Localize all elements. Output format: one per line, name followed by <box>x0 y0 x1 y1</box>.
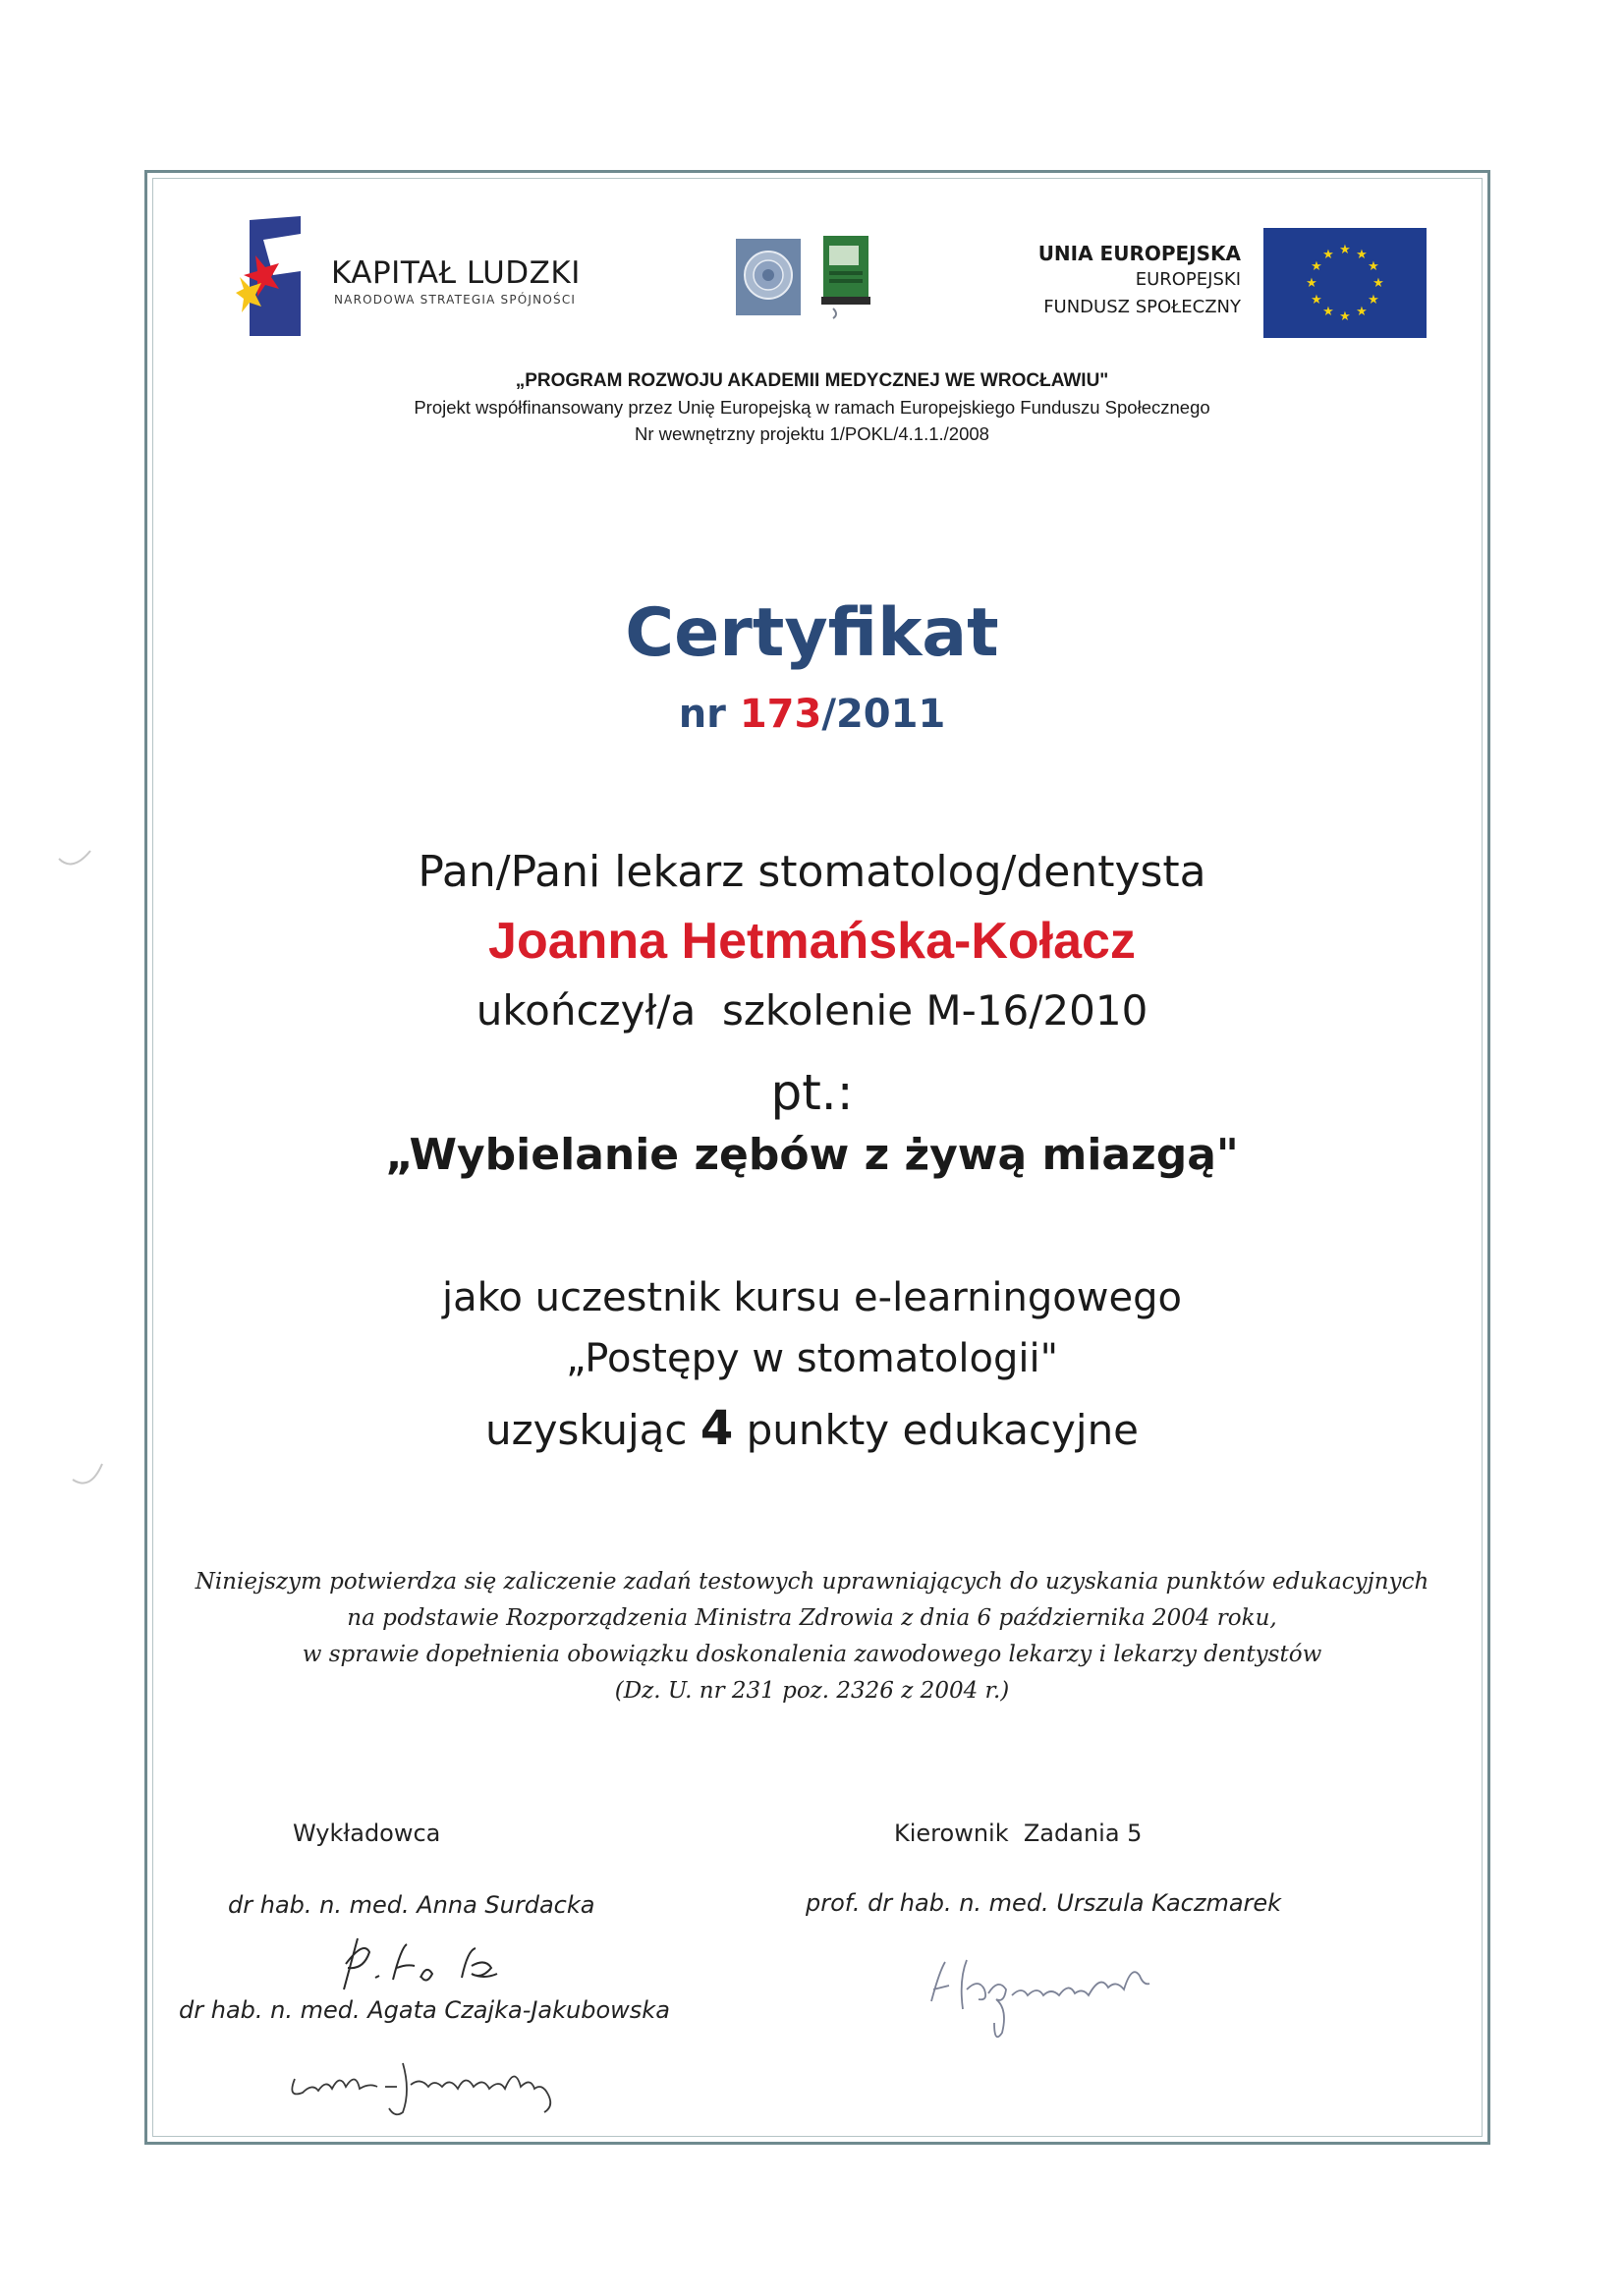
certificate-number <box>0 692 1624 737</box>
signature-kaczmarek <box>924 1950 1159 2039</box>
anniversary-book-logo <box>819 236 874 319</box>
eu-line-2: EUROPEJSKI <box>1135 269 1241 290</box>
task-manager-label: Kierownik Zadania 5 <box>894 1820 1143 1847</box>
certificate-title: Certyfikat <box>625 594 999 672</box>
program-title: „PROGRAM ROZWOJU AKADEMII MEDYCZNEJ WE WROCŁAWIU" <box>515 370 1109 391</box>
task-manager-name: prof. dr hab. n. med. Urszula Kaczmarek <box>806 1889 1282 1917</box>
scan-mark-top <box>55 845 94 874</box>
svg-text:★: ★ <box>1368 259 1379 274</box>
legal-line-4: (Dz. U. nr 231 poz. 2326 z 2004 r.) <box>614 1678 1010 1704</box>
points-prefix: uzyskując <box>484 1406 700 1454</box>
legal-line-2: na podstawie Rozporządzenia Ministra Zdrowia z dnia 6 października 2004 roku, <box>347 1605 1277 1631</box>
training-title: „Wybielanie zębów z żywą miazgą" <box>385 1130 1239 1180</box>
participant-text: jako uczestnik kursu e-learningowego <box>442 1275 1182 1320</box>
eu-line-3: FUNDUSZ SPOŁECZNY <box>1043 297 1241 317</box>
kapital-ludzki-subtitle: NARODOWA STRATEGIA SPÓJNOŚCI <box>334 293 577 307</box>
eu-flag-icon <box>1263 228 1427 338</box>
lecturer-name-2: dr hab. n. med. Agata Czajka-Jakubowska <box>179 1996 670 2024</box>
certificate-number-prefix: nr <box>678 692 740 737</box>
scan-mark-bottom <box>69 1454 108 1493</box>
certificate-number-value: 173 <box>739 692 822 737</box>
legal-line-3: w sprawie dopełnienia obowiązku doskonalenia zawodowego lekarzy i lekarzy dentystów <box>302 1642 1322 1667</box>
certificate-number-year: /2011 <box>821 692 946 737</box>
program-cofinance: Projekt współfinansowany przez Unię Europejską w ramach Europejskiego Funduszu Społecznego <box>414 397 1210 418</box>
university-seal-logo <box>736 239 801 315</box>
svg-text:★: ★ <box>1311 259 1322 274</box>
signature-surdacka <box>324 1931 521 1999</box>
eu-line-1: UNIA EUROPEJSKA <box>1037 242 1241 265</box>
svg-text:★: ★ <box>1322 248 1334 262</box>
svg-text:★: ★ <box>1306 276 1317 291</box>
recipient-role: Pan/Pani lekarz stomatolog/dentysta <box>418 847 1206 897</box>
points-suffix: punkty edukacyjne <box>733 1406 1140 1454</box>
legal-line-1: Niniejszym potwierdza się zaliczenie zadań testowych uprawniających do uzyskania punktów edukacyjnych <box>195 1569 1429 1595</box>
points-value: 4 <box>700 1401 734 1456</box>
lecturer-name-1: dr hab. n. med. Anna Surdacka <box>228 1891 595 1919</box>
svg-text:★: ★ <box>1322 305 1334 319</box>
svg-text:★: ★ <box>1311 293 1322 308</box>
lecturer-label: Wykładowca <box>293 1820 441 1847</box>
completed-training: ukończył/a szkolenie M-16/2010 <box>476 986 1148 1035</box>
svg-text:★: ★ <box>1356 305 1368 319</box>
recipient-name: Joanna Hetmańska-Kołacz <box>488 913 1136 970</box>
pt-label: pt.: <box>770 1064 854 1121</box>
kapital-ludzki-logo <box>236 216 303 336</box>
program-internal-number: Nr wewnętrzny projektu 1/POKL/4.1.1./2008 <box>635 423 989 444</box>
svg-text:★: ★ <box>1372 276 1384 291</box>
svg-text:★: ★ <box>1356 248 1368 262</box>
svg-text:★: ★ <box>1339 243 1351 257</box>
kapital-ludzki-title: KAPITAŁ LUDZKI <box>331 255 581 291</box>
points-line <box>0 1401 1624 1456</box>
course-title: „Postępy w stomatologii" <box>565 1336 1059 1381</box>
svg-text:★: ★ <box>1339 309 1351 324</box>
svg-text:★: ★ <box>1368 293 1379 308</box>
signature-czajka-jakubowska <box>287 2044 572 2122</box>
